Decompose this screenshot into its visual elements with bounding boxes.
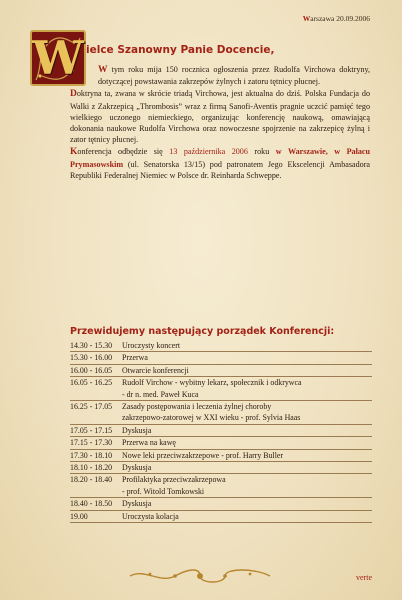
program-item: Zasady postępowania i leczenia żylnej choroby	[122, 402, 272, 412]
program-item: Uroczysty koncert	[118, 340, 372, 352]
program-row-continued	[70, 389, 372, 401]
program-time: 17.05 - 17.15	[70, 425, 118, 437]
program-item: Otwarcie konferencji	[118, 365, 372, 377]
program-row-continued	[70, 412, 372, 424]
letter-date: Warszawa 20.09.2006	[302, 14, 370, 23]
program-item-continued: zakrzepowo-zatorowej w XXI wieku - prof. Sylvia Haas	[118, 412, 372, 424]
program-row	[70, 450, 372, 462]
program-item: Rudolf Virchow - wybitny lekarz, społecznik i odkrywca	[122, 378, 302, 388]
program-time: 15.30 - 16.00	[70, 352, 118, 364]
program-time: 19.00	[70, 511, 118, 523]
program-row	[70, 498, 372, 510]
program-time: 18.20 - 18.40	[70, 475, 113, 485]
program-item: Profilaktyka przeciwzakrzepowa	[122, 475, 226, 485]
program-item-continued: - dr n. med. Paweł Kuca	[118, 389, 372, 401]
program-time: 17.15 - 17.30	[70, 437, 118, 449]
program-time: 14.30 - 15.30	[70, 340, 118, 352]
verte-label: verte	[356, 573, 372, 582]
program-row	[70, 365, 372, 377]
program-time-blank	[70, 486, 118, 498]
program-row	[70, 425, 372, 437]
program-list	[70, 340, 372, 523]
program-time: 18.40 - 18.50	[70, 498, 118, 510]
program-time: 16.05 - 16.25	[70, 378, 113, 388]
program-item: Dyskusja	[118, 498, 372, 510]
program-row	[70, 401, 372, 412]
program-item: Uroczysta kolacja	[118, 511, 372, 523]
program-item: Przerwa	[118, 352, 372, 364]
program-item: Nowe leki przeciwzakrzepowe - prof. Harry Buller	[118, 450, 372, 462]
ornament-divider-icon	[120, 568, 280, 584]
salutation-heading: ielce Szanowny Panie Docencie,	[86, 44, 275, 56]
program-item: Dyskusja	[118, 462, 372, 474]
program-row	[70, 377, 372, 388]
program-time: 18.10 - 18.20	[70, 462, 118, 474]
program-row-continued	[70, 486, 372, 498]
program-time-blank	[70, 412, 118, 424]
program-row	[70, 340, 372, 352]
program-item-continued: - prof. Witold Tomkowski	[118, 486, 372, 498]
paragraph-3: Konferencja odbędzie się 13 października 2006 roku w Warszawie, w Pałacu Prymasowskim (ul. Senatorska 13/15) pod patronatem Jego Ekscelencji Ambasadora Republiki Federalnej Niemiec w Polsce dr. Reinharda Schweppe.	[70, 147, 370, 180]
program-time: 17.30 - 18.10	[70, 450, 118, 462]
letter-body	[70, 64, 370, 182]
program-title: Przewidujemy następujący porządek Konferencji:	[70, 326, 335, 337]
program-item: Przerwa na kawę	[118, 437, 372, 449]
program-row	[70, 511, 372, 523]
program-row	[70, 462, 372, 474]
program-time-blank	[70, 389, 118, 401]
program-time: 16.00 - 16.05	[70, 365, 118, 377]
program-row	[70, 352, 372, 364]
program-time: 16.25 - 17.05	[70, 402, 113, 412]
program-item: Dyskusja	[118, 425, 372, 437]
program-row	[70, 474, 372, 485]
paragraph-2: Doktryna ta, zwana w skrócie triadą Virchowa, jest aktualna do dziś. Polska Fundacja do Walki z Zakrzepicą „Thrombosis” wraz z firmą Sanofi-Aventis pragnie uczcić pamięć tego wielkiego uczonego niemieckiego, organizując konferencję naukową, omawiającą dokonania naukowe Rudolfa Virchowa oraz nowoczesne spojrzenie na zakrzepicę żylną i zator tętnicy płucnej.	[70, 89, 370, 145]
paragraph-1: W tym roku mija 150 rocznica ogłoszenia przez Rudolfa Virchowa doktryny, dotyczącej powstawania zakrzepów żylnych i zatoru tętnicy płucnej.	[98, 65, 370, 87]
program-row	[70, 437, 372, 449]
initial-letter: W	[32, 31, 84, 85]
